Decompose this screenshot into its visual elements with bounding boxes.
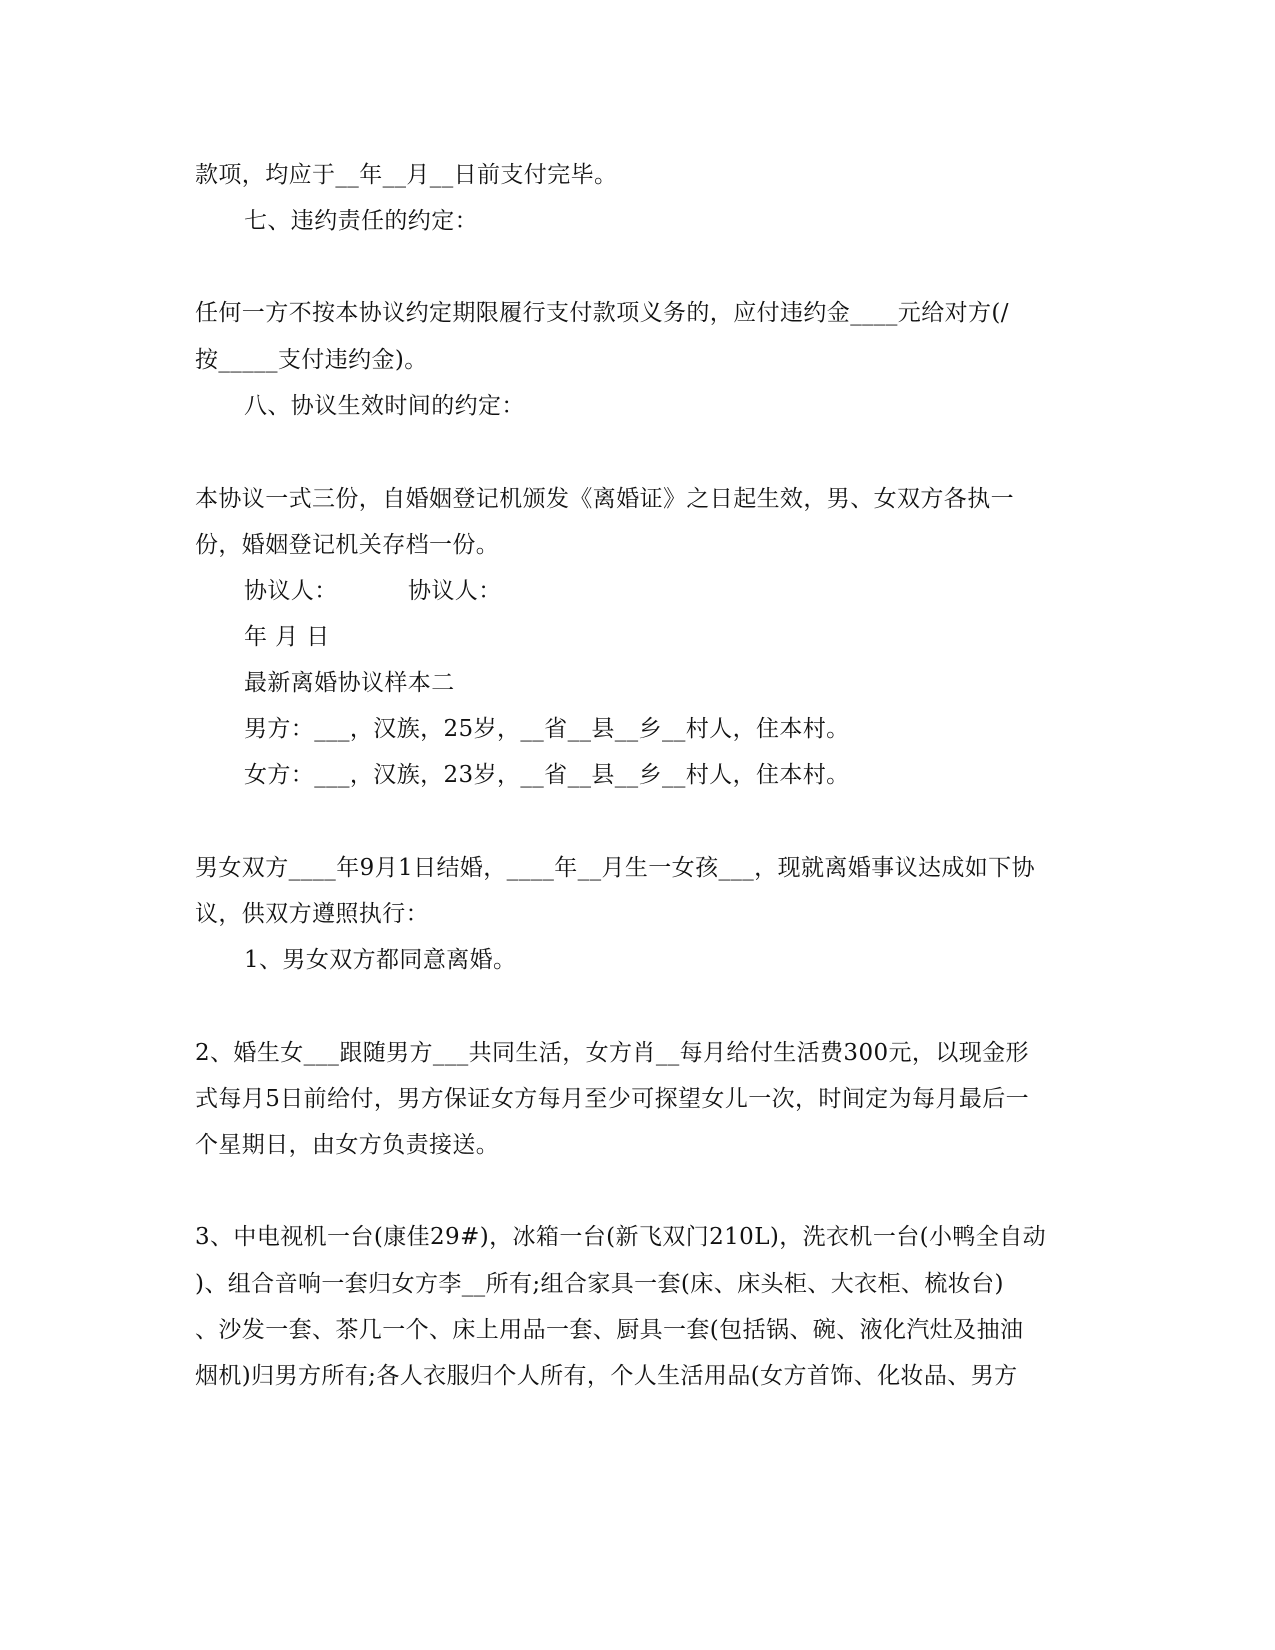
text-line: 款项，均应于__年__月__日前支付完毕。 [195,162,618,188]
text-line: 本协议一式三份，自婚姻登记机颁发《离婚证》之日起生效，男、女双方各执一 [195,486,1014,512]
text-line: 女方：___，汉族，23岁，__省__县__乡__村人，住本村。 [244,762,850,788]
text-line: 份，婚姻登记机关存档一份。 [195,532,500,558]
signature-label: 协议人： [408,578,502,604]
text-line: 个星期日，由女方负责接送。 [195,1132,500,1158]
document-title: 最新离婚协议样本二 [244,670,455,696]
text-line: 男女双方____年9月1日结婚，____年__月生一女孩___，现就离婚事议达成如下协 [195,855,1035,881]
text-line: 式每月5日前给付，男方保证女方每月至少可探望女儿一次，时间定为每月最后一 [195,1086,1030,1112]
text-line: 、沙发一套、茶几一个、床上用品一套、厨具一套(包括锅、碗、液化汽灶及抽油 [195,1317,1024,1343]
section-heading: 八、协议生效时间的约定： [244,393,525,419]
section-heading: 七、违约责任的约定： [244,208,478,234]
text-line: )、组合音响一套归女方李__所有;组合家具一套(床、床头柜、大衣柜、梳妆台) [195,1271,1004,1297]
text-line: 3、中电视机一台(康佳29#)，冰箱一台(新飞双门210L)，洗衣机一台(小鸭全自动 [195,1224,1047,1250]
text-line: 男方：___，汉族，25岁，__省__县__乡__村人，住本村。 [244,716,850,742]
signature-label: 协议人： [244,578,338,604]
text-line: 2、婚生女___跟随男方___共同生活，女方肖__每月给付生活费300元，以现金形 [195,1040,1029,1066]
text-line: 1、男女双方都同意离婚。 [244,947,517,973]
date-line: 年 月 日 [244,624,330,650]
text-line: 议，供双方遵照执行： [195,901,429,927]
text-line: 按_____支付违约金)。 [195,347,428,373]
text-line: 烟机)归男方所有;各人衣服归个人所有，个人生活用品(女方首饰、化妆品、男方 [195,1363,1018,1389]
text-line: 任何一方不按本协议约定期限履行支付款项义务的，应付违约金____元给对方(/ [195,300,1009,326]
